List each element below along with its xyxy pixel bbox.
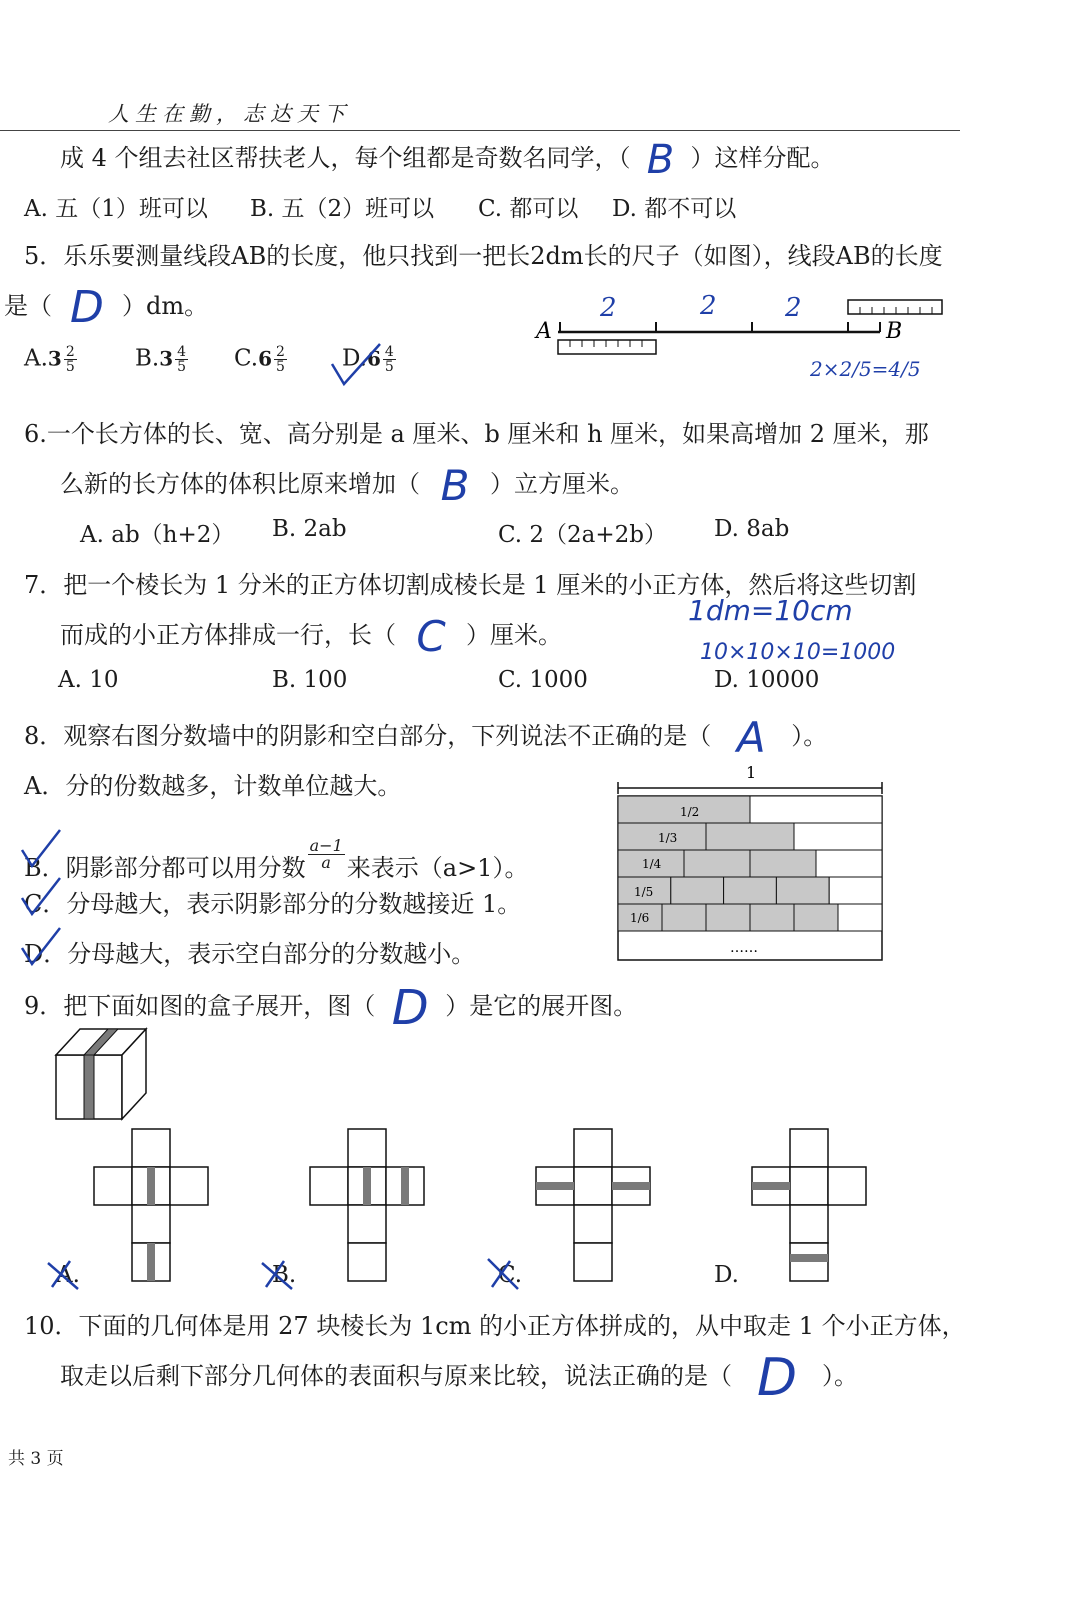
q9-label-a: A. xyxy=(56,1262,80,1288)
q5-line1: 5．乐乐要测量线段AB的长度，他只找到一把长2dm长的尺子（如图），线段AB的长度 xyxy=(24,242,943,270)
wall-frac-sixth: 1/6 xyxy=(630,911,650,925)
wall-frac-fifth: 1/5 xyxy=(634,885,654,899)
q8-option-b: B．阴影部分都可以用分数 $\frac{a-1}{a}$ 来表示（a>1）。 xyxy=(24,836,529,882)
wall-frac-third: 1/3 xyxy=(658,831,678,845)
q9-handwritten-answer: D xyxy=(391,979,429,1036)
q4-option-b: B. 五（2）班可以 xyxy=(250,196,435,222)
q4-line xyxy=(60,136,835,183)
q6-option-d: D. 8ab xyxy=(714,516,790,542)
q7-note-2: 10×10×10=1000 xyxy=(700,640,896,665)
q9-label-b: B. xyxy=(272,1262,297,1288)
q7-note-1: 1dm=10cm xyxy=(688,594,853,627)
q9-box-figure xyxy=(52,1025,152,1121)
q10-line1: 10．下面的几何体是用 27 块棱长为 1cm 的小正方体拼成的，从中取走 1 个小正方体， xyxy=(24,1312,966,1340)
q8-handwritten-answer: A xyxy=(736,712,766,762)
q6-text-before: 么新的长方体的体积比原来增加（ xyxy=(60,470,420,498)
q6-line2 xyxy=(60,460,634,510)
q9-label-c: C. xyxy=(498,1262,523,1288)
q5-mark-2: 2 xyxy=(700,291,717,321)
q4-text-after: ）这样分配。 xyxy=(690,144,835,172)
q6-option-b: B. 2ab xyxy=(272,516,347,542)
header-motto: 人生在勤，志达天下 xyxy=(108,102,351,126)
q8-option-d: D．分母越大，表示空白部分的分数越小。 xyxy=(24,940,476,968)
q4-handwritten-answer: B xyxy=(646,136,675,183)
q5-handwritten-answer: D xyxy=(70,281,104,333)
q6-option-a: A. ab（h+2） xyxy=(80,522,235,548)
q5-line2 xyxy=(4,281,209,333)
q9-cross-marks xyxy=(40,1255,540,1295)
wall-top-label: 1 xyxy=(746,763,757,782)
q7-line1: 7．把一个棱长为 1 分米的正方体切割成棱长是 1 厘米的小正方体，然后将这些切割 xyxy=(24,571,917,599)
q9-net-d xyxy=(750,1125,872,1285)
footer-page-info: 共 3 页 xyxy=(8,1449,64,1469)
q5-option-a: A.3 $\frac{2}{5}$ xyxy=(24,344,75,375)
q8-fraction-wall xyxy=(612,760,892,965)
q5-option-c: C.6 $\frac{2}{5}$ xyxy=(234,344,285,375)
q9-line xyxy=(24,979,638,1036)
q4-option-d: D. 都不可以 xyxy=(612,196,737,222)
q8-option-c: C．分母越大，表示阴影部分的分数越接近 1。 xyxy=(24,890,522,918)
q10-text-before: 取走以后剩下部分几何体的表面积与原来比较，说法正确的是（ xyxy=(60,1362,732,1390)
q9-net-c xyxy=(534,1125,656,1285)
q8-text-before: 8．观察右图分数墙中的阴影和空白部分，下列说法不正确的是（ xyxy=(24,722,712,750)
q5-check-mark xyxy=(328,340,388,390)
q5-mark-3: 2 xyxy=(785,293,802,323)
q6-handwritten-answer: B xyxy=(440,460,470,510)
wall-frac-quarter: 1/4 xyxy=(642,857,662,871)
header-divider xyxy=(0,130,960,131)
q5-ruler-figure xyxy=(530,290,950,400)
q7-line2 xyxy=(60,611,562,661)
q5-note: 2×2/5=4/5 xyxy=(810,357,921,381)
q9-text-after: ）是它的展开图。 xyxy=(445,992,638,1020)
wall-frac-half: 1/2 xyxy=(680,805,700,819)
q9-text-before: 9．把下面如图的盒子展开，图（ xyxy=(24,992,376,1020)
q9-label-d: D. xyxy=(714,1262,739,1288)
q7-handwritten-answer: C xyxy=(416,611,446,661)
q7-option-b: B. 100 xyxy=(272,667,348,693)
q7-option-a: A. 10 xyxy=(58,667,119,693)
q5-text-after: ）dm。 xyxy=(122,292,209,320)
q4-option-a: A. 五（1）班可以 xyxy=(24,196,208,222)
q6-option-c: C. 2（2a+2b） xyxy=(498,522,668,548)
q8-option-a: A．分的份数越多，计数单位越大。 xyxy=(24,772,402,800)
q8-line1 xyxy=(24,712,828,762)
q5-mark-1: 2 xyxy=(600,293,617,323)
q7-option-c: C. 1000 xyxy=(498,667,588,693)
q5-text-before: 是（ xyxy=(4,292,52,320)
q4-option-c: C. 都可以 xyxy=(478,196,579,222)
q5-label-a: A xyxy=(536,319,552,344)
q7-text-before: 而成的小正方体排成一行，长（ xyxy=(60,621,396,649)
q7-option-d: D. 10000 xyxy=(714,667,820,693)
q8-text-after: ）。 xyxy=(791,722,828,750)
q4-text-before: 成 4 个组去社区帮扶老人，每个组都是奇数名同学，（ xyxy=(60,144,631,172)
q7-text-after: ）厘米。 xyxy=(466,621,562,649)
wall-ellipsis: …… xyxy=(730,940,758,956)
q5-label-b: B xyxy=(886,319,903,344)
q10-line2 xyxy=(60,1347,858,1408)
q6-text-after: ）立方厘米。 xyxy=(490,470,634,498)
q8-check-marks xyxy=(18,828,88,978)
q10-handwritten-answer: D xyxy=(756,1347,798,1408)
q5-option-b: B.3 $\frac{4}{5}$ xyxy=(135,344,187,375)
q10-text-after: ）。 xyxy=(822,1362,858,1390)
q5-option-d: D.6 $\frac{4}{5}$ xyxy=(342,344,394,375)
q6-line1: 6.一个长方体的长、宽、高分别是 a 厘米、b 厘米和 h 厘米，如果高增加 2 厘米，那 xyxy=(24,420,929,448)
